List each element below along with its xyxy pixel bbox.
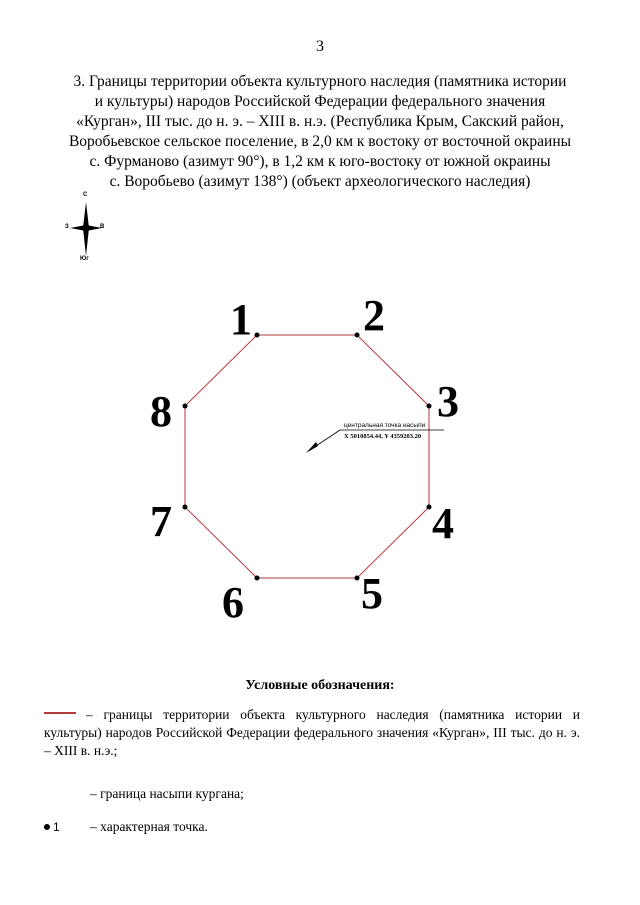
point-marker-4	[427, 505, 432, 510]
title-line: с. Фурманово (азимут 90°), в 1,2 км к юго-востоку от южной окраины	[89, 153, 551, 170]
center-point-coords: X 5010854.44, Y 4359203.20	[344, 433, 422, 440]
point-label-7: 7	[150, 497, 172, 546]
title-line: и культуры) народов Российской Федерации федерального значения	[94, 93, 546, 110]
document-title	[30, 72, 610, 192]
legend-mound-text: – граница насыпи кургана;	[90, 786, 244, 801]
point-label-3: 3	[437, 377, 459, 426]
point-marker-6	[255, 576, 260, 581]
point-label-5: 5	[361, 569, 383, 618]
point-label-8: 8	[150, 387, 172, 436]
compass-south: Юг	[80, 256, 89, 262]
point-label-4: 4	[432, 499, 454, 548]
boundary-polygon	[185, 335, 429, 578]
title-line: 3. Границы территории объекта культурного наследия (памятника истории	[73, 73, 567, 90]
point-label-6: 6	[222, 578, 244, 627]
legend-boundary-text: – границы территории объекта культурного наследия (памятника истории и культуры) народов Российской Федерации федерального значения «Курган», III тыс. до н. э. – XIII в. н.э.;	[44, 707, 580, 758]
point-marker-2	[355, 333, 360, 338]
point-marker-5	[355, 576, 360, 581]
boundary-diagram	[0, 280, 640, 630]
legend-title: Условные обозначения:	[245, 678, 395, 693]
point-marker-3	[427, 404, 432, 409]
compass-rose	[62, 190, 110, 268]
legend-point-text: – характерная точка.	[90, 819, 208, 834]
point-dot-icon	[44, 824, 50, 830]
compass-north: С	[83, 192, 88, 198]
title-line: Воробьевское сельское поселение, в 2,0 км к востоку от восточной окраины	[68, 133, 572, 150]
center-point-name: центральная точка насыпи	[344, 422, 426, 429]
compass-west: З	[65, 224, 69, 230]
point-marker-8	[183, 404, 188, 409]
title-line: «Курган», III тыс. до н. э. – XIII в. н.э. (Республика Крым, Сакский район,	[76, 113, 564, 130]
page-number: 3	[316, 38, 324, 55]
title-line: с. Воробьево (азимут 138°) (объект археологического наследия)	[109, 173, 531, 190]
point-marker-7	[183, 505, 188, 510]
point-marker-1	[255, 333, 260, 338]
vertex-dots	[183, 333, 432, 581]
compass-east: В	[100, 224, 105, 230]
point-label-1: 1	[230, 295, 252, 344]
legend-point-number: 1	[53, 820, 60, 834]
legend-point-sample	[44, 820, 60, 834]
point-label-2: 2	[363, 291, 385, 340]
